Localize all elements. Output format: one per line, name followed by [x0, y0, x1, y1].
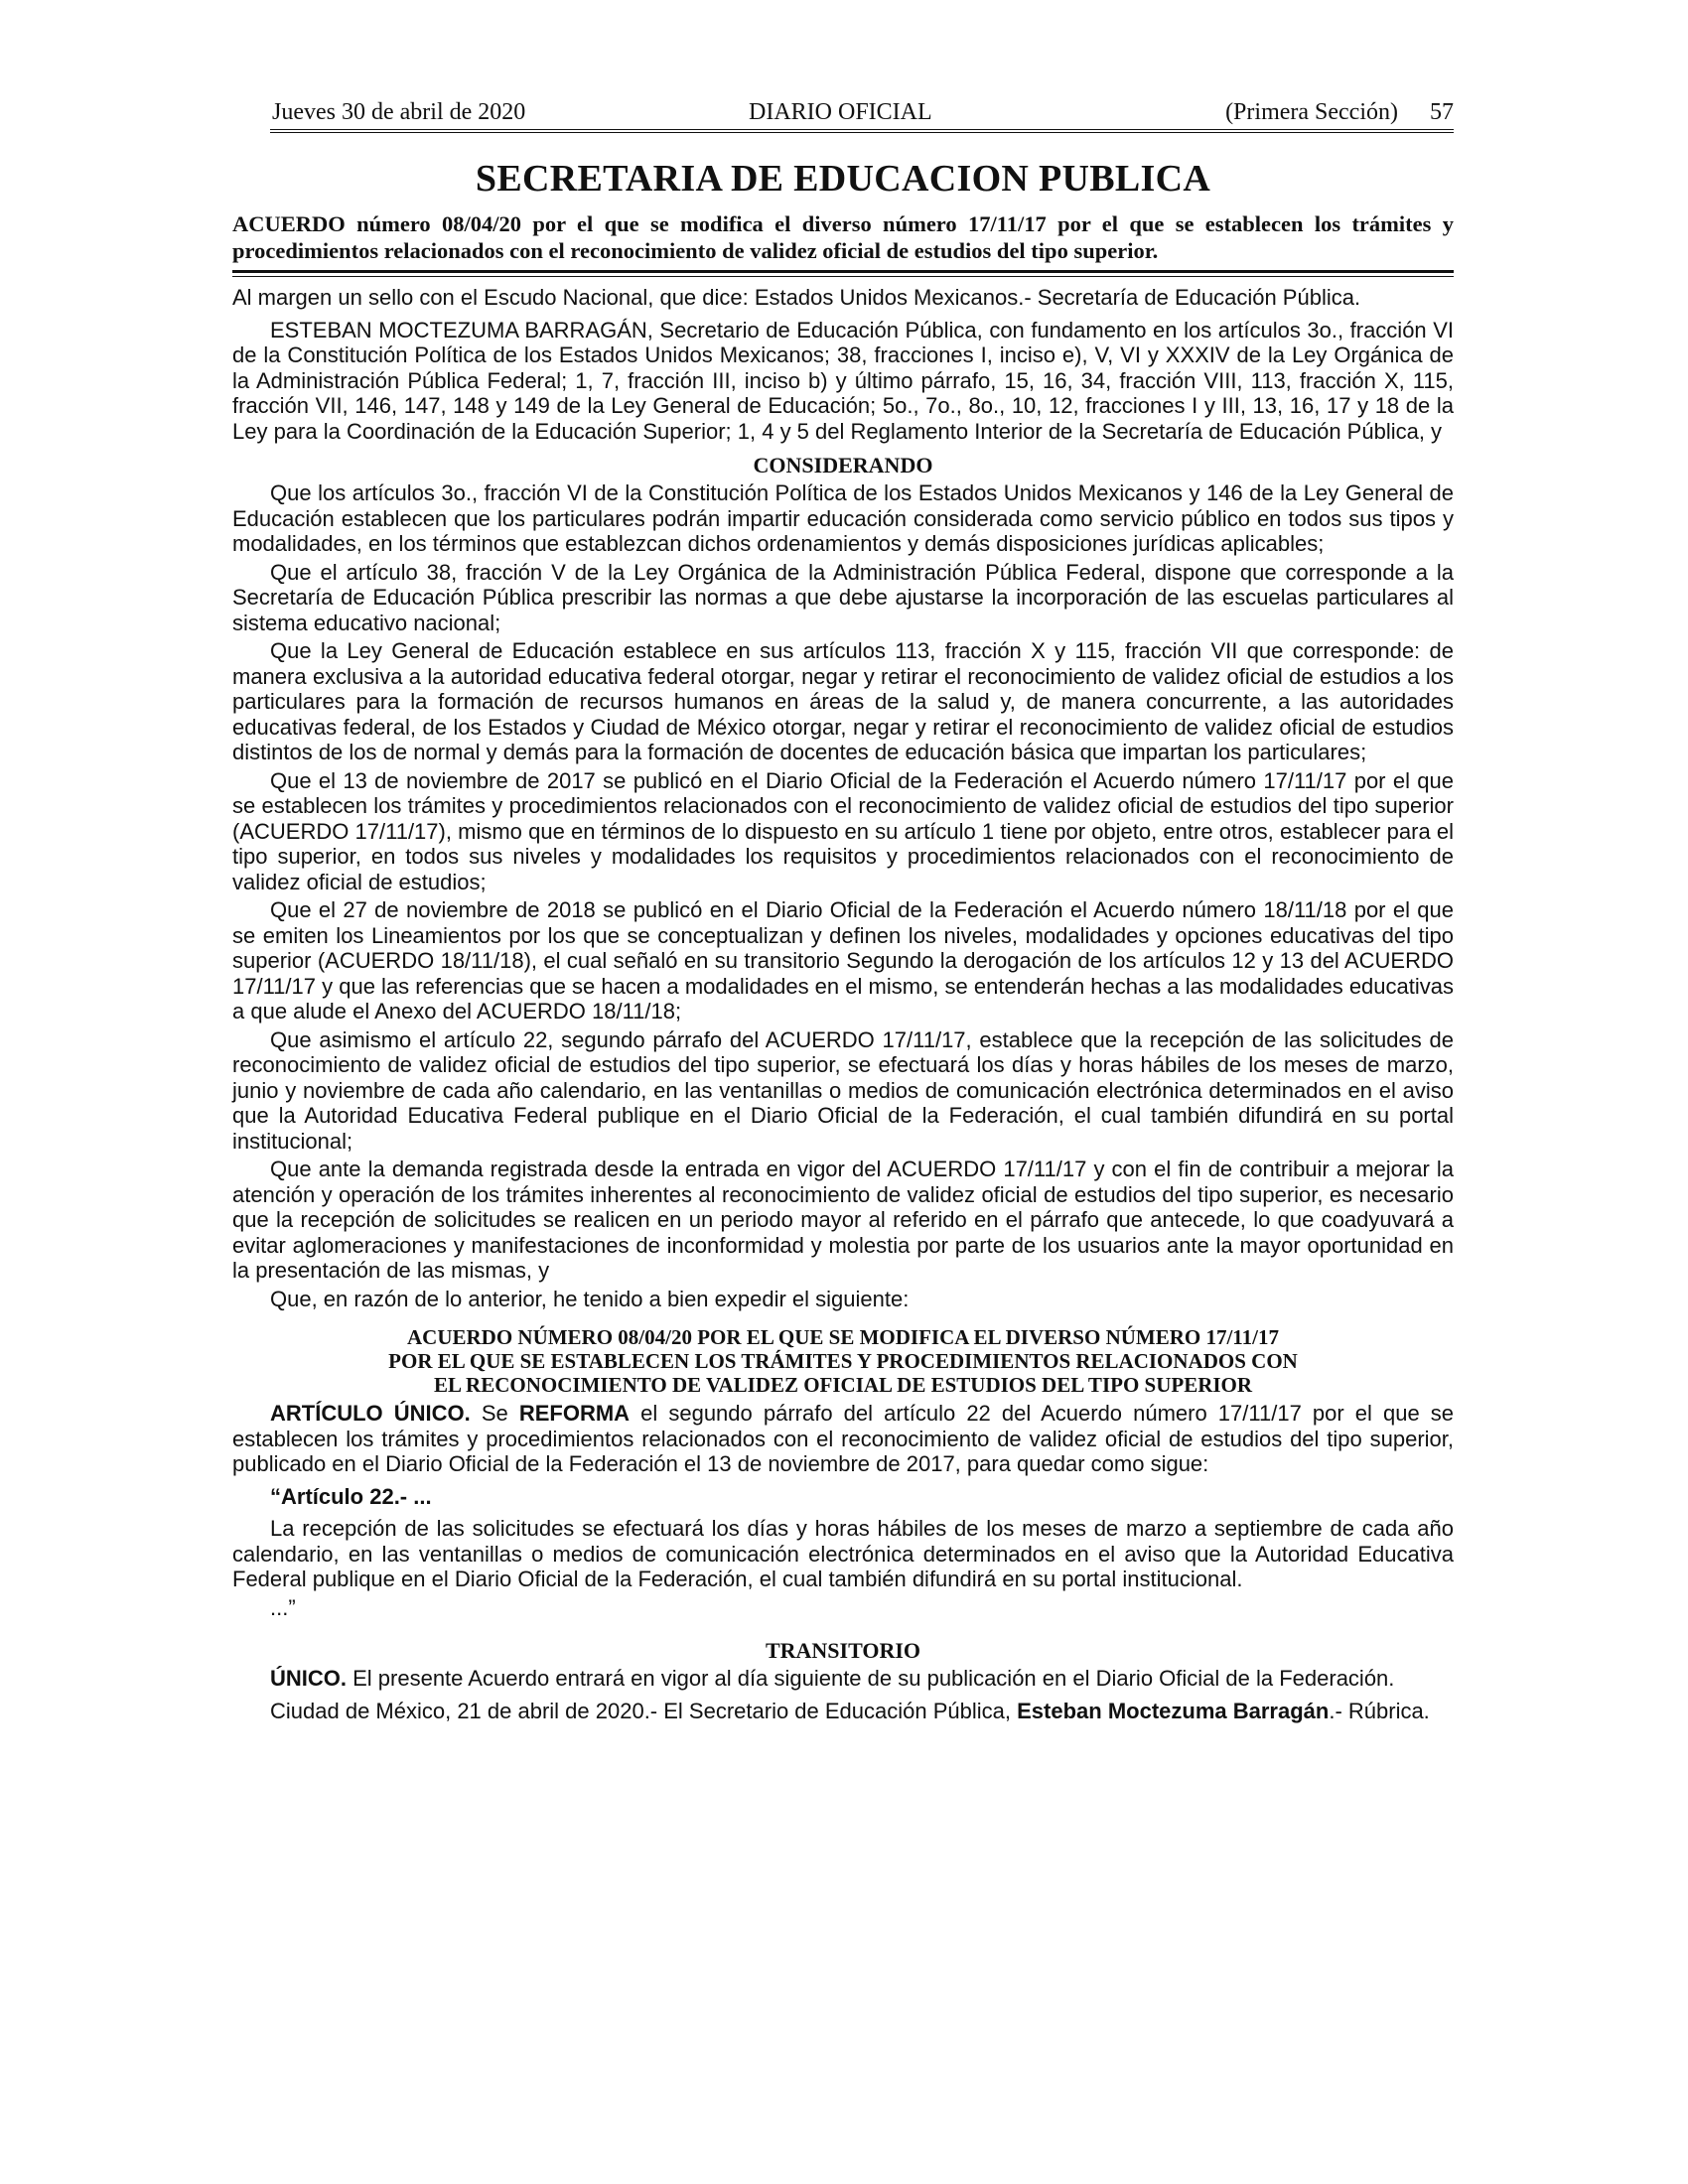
considerando-paragraph: Que los artículos 3o., fracción VI de la Constitución Política de los Estados Unidos Mexicanos y 146 de la Ley General de Educación establecen que los particulares podrán impartir educación considerada como servicio público en todos sus tipos y modalidades, en los términos que establezcan dichos ordenamientos y demás disposiciones jurídicas aplicables;: [232, 480, 1454, 556]
firma-end: .- Rúbrica.: [1329, 1698, 1430, 1723]
acuerdo-heading-line: POR EL QUE SE ESTABLECEN LOS TRÁMITES Y PROCEDIMIENTOS RELACIONADOS CON: [388, 1349, 1298, 1373]
transitorio-paragraph: [232, 1666, 1454, 1692]
considerando-paragraph: Que, en razón de lo anterior, he tenido a bien expedir el siguiente:: [270, 1286, 910, 1311]
title-rule-thin: [232, 276, 1454, 277]
articulo-22-label: “Artículo 22.- ...: [270, 1483, 432, 1509]
considerando-paragraph: Que el 27 de noviembre de 2018 se publicó en el Diario Oficial de la Federación el Acuerdo número 18/11/18 por el que se emiten los Lineamientos por los que se conceptualizan y definen los niveles, modalidades y opciones educativas del tipo superior (ACUERDO 18/11/18), el cual señaló en su transitorio Segundo la derogación de los artículos 12 y 13 del ACUERDO 17/11/17 y que las referencias que se hacen a modalidades en el mismo, se entenderán hechas a las modalidades educativas a que alude el Anexo del ACUERDO 18/11/18;: [232, 897, 1454, 1024]
secretaria-title: SECRETARIA DE EDUCACION PUBLICA: [475, 158, 1211, 200]
title-rule-thick: [232, 270, 1454, 273]
considerando-paragraph: Que asimismo el artículo 22, segundo párrafo del ACUERDO 17/11/17, establece que la recepción de las solicitudes de reconocimiento de validez oficial de estudios del tipo superior, se efectuará los días y horas hábiles de los meses de marzo, junio y noviembre de cada año calendario, en las ventanillas o medios de comunicación electrónica determinados en el aviso que la Autoridad Educativa Federal publique en el Diario Oficial de la Federación, el cual también difundirá en su portal institucional;: [232, 1026, 1454, 1154]
considerando-paragraph: Que el 13 de noviembre de 2017 se publicó en el Diario Oficial de la Federación el Acuerdo número 17/11/17 por el que se establecen los trámites y procedimientos relacionados con el reconocimiento de validez oficial de estudios del tipo superior (ACUERDO 17/11/17), mismo que en términos de lo dispuesto en su artículo 1 tiene por objeto, entre otros, establecer para el tipo superior, en todos sus niveles y modalidades los requisitos y procedimientos relacionados con el reconocimiento de validez oficial de estudios;: [232, 767, 1454, 894]
transitorio-text: El presente Acuerdo entrará en vigor al día siguiente de su publicación en el Diario Oficial de la Federación.: [347, 1666, 1395, 1691]
firma-paragraph: [232, 1699, 1454, 1724]
header-publication: DIARIO OFICIAL: [749, 99, 932, 125]
considerando-paragraph: Que la Ley General de Educación establece en sus artículos 113, fracción X y 115, fracción VII que corresponde: de manera exclusiva a la autoridad educativa federal otorgar, negar y retirar el reconocimiento de validez oficial de estudios a los particulares para la formación de recursos humanos en áreas de la salud y, de manera concurrente, a las autoridades educativas federal, de los Estados y Ciudad de México otorgar, negar y retirar el reconocimiento de validez oficial de estudios distintos de los de normal y demás para la formación de docentes de educación básica que impartan los particulares;: [232, 638, 1454, 764]
considerando-paragraph: Que ante la demanda registrada desde la entrada en vigor del ACUERDO 17/11/17 y con el fin de contribuir a mejorar la atención y operación de los trámites inherentes al reconocimiento de validez oficial de estudios del tipo superior, es necesario que la recepción de solicitudes se realicen en un periodo mayor al referido en el párrafo que antecede, lo que coadyuvará a evitar aglomeraciones y manifestaciones de inconformidad y molestia por parte de los usuarios ante la mayor oportunidad en la presentación de las mismas, y: [232, 1157, 1454, 1283]
transitorio-heading: TRANSITORIO: [765, 1638, 921, 1663]
document-body: [232, 285, 1454, 1723]
reforma-word: REFORMA: [518, 1401, 631, 1426]
header-date: Jueves 30 de abril de 2020: [272, 99, 526, 125]
articulo-22-end: ...”: [270, 1594, 296, 1620]
considerando-heading: CONSIDERANDO: [753, 453, 933, 478]
acuerdo-heading-line: EL RECONOCIMIENTO DE VALIDEZ OFICIAL DE ESTUDIOS DEL TIPO SUPERIOR: [433, 1373, 1253, 1397]
acuerdo-heading-line: ACUERDO NÚMERO 08/04/20 POR EL QUE SE MODIFICA EL DIVERSO NÚMERO 17/11/17: [406, 1325, 1279, 1349]
header-rule: [270, 129, 1454, 133]
sello-paragraph: Al margen un sello con el Escudo Nacional, que dice: Estados Unidos Mexicanos.- Secretaría de Educación Pública.: [232, 285, 1361, 310]
page-header: [232, 95, 1454, 129]
firma-text: Ciudad de México, 21 de abril de 2020.- El Secretario de Educación Pública,: [270, 1698, 1018, 1723]
articulo-unico-text-1: Se: [470, 1401, 519, 1426]
acuerdo-title: ACUERDO número 08/04/20 por el que se modifica el diverso número 17/11/17 por el que se establecen los trámites y procedimientos relacionados con el reconocimiento de validez oficial de estudios del tipo superior.: [232, 211, 1454, 263]
transitorio-label: ÚNICO.: [270, 1666, 347, 1691]
articulo-unico-label: ARTÍCULO ÚNICO.: [270, 1401, 471, 1426]
acuerdo-heading: [232, 1325, 1454, 1397]
firma-name: Esteban Moctezuma Barragán: [1017, 1698, 1330, 1723]
header-page-number: 57: [1430, 99, 1454, 125]
articulo-22-text: La recepción de las solicitudes se efectuará los días y horas hábiles de los meses de marzo a septiembre de cada año calendario, en las ventanillas o medios de comunicación electrónica determinados en el aviso que la Autoridad Educativa Federal publique en el Diario Oficial de la Federación, el cual también difundirá en su portal institucional.: [232, 1516, 1454, 1591]
articulo-unico-text-2: el segundo párrafo del artículo 22 del Acuerdo número 17/11/17 por el que se establecen los trámites y procedimientos relacionados con el reconocimiento de validez oficial de estudios del tipo superior, publicado en el Diario Oficial de la Federación el 13 de noviembre de 2017, para quedar como sigue:: [232, 1401, 1455, 1476]
considerando-paragraph: Que el artículo 38, fracción V de la Ley Orgánica de la Administración Pública Federal, dispone que corresponde a la Secretaría de Educación Pública prescribir las normas a que debe ajustarse la incorporación de las escuelas particulares al sistema educativo nacional;: [232, 559, 1454, 635]
document-page: [232, 95, 1454, 1730]
articulo-unico-paragraph: [232, 1401, 1454, 1477]
preambulo-paragraph: ESTEBAN MOCTEZUMA BARRAGÁN, Secretario de Educación Pública, con fundamento en los artículos 3o., fracción VI de la Constitución Política de los Estados Unidos Mexicanos; 38, fracciones I, inciso e), V, VI y XXXIV de la Ley Orgánica de la Administración Pública Federal; 1, 7, fracción III, inciso b) y último párrafo, 15, 16, 34, fracción VIII, 113, fracción X, 115, fracción VII, 146, 147, 148 y 149 de la Ley General de Educación; 5o., 7o., 8o., 10, 12, fracciones I y III, 13, 16, 17 y 18 de la Ley para la Coordinación de la Educación Superior; 1, 4 y 5 del Reglamento Interior de la Secretaría de Educación Pública, y: [232, 317, 1454, 444]
header-section: (Primera Sección): [1225, 99, 1398, 125]
